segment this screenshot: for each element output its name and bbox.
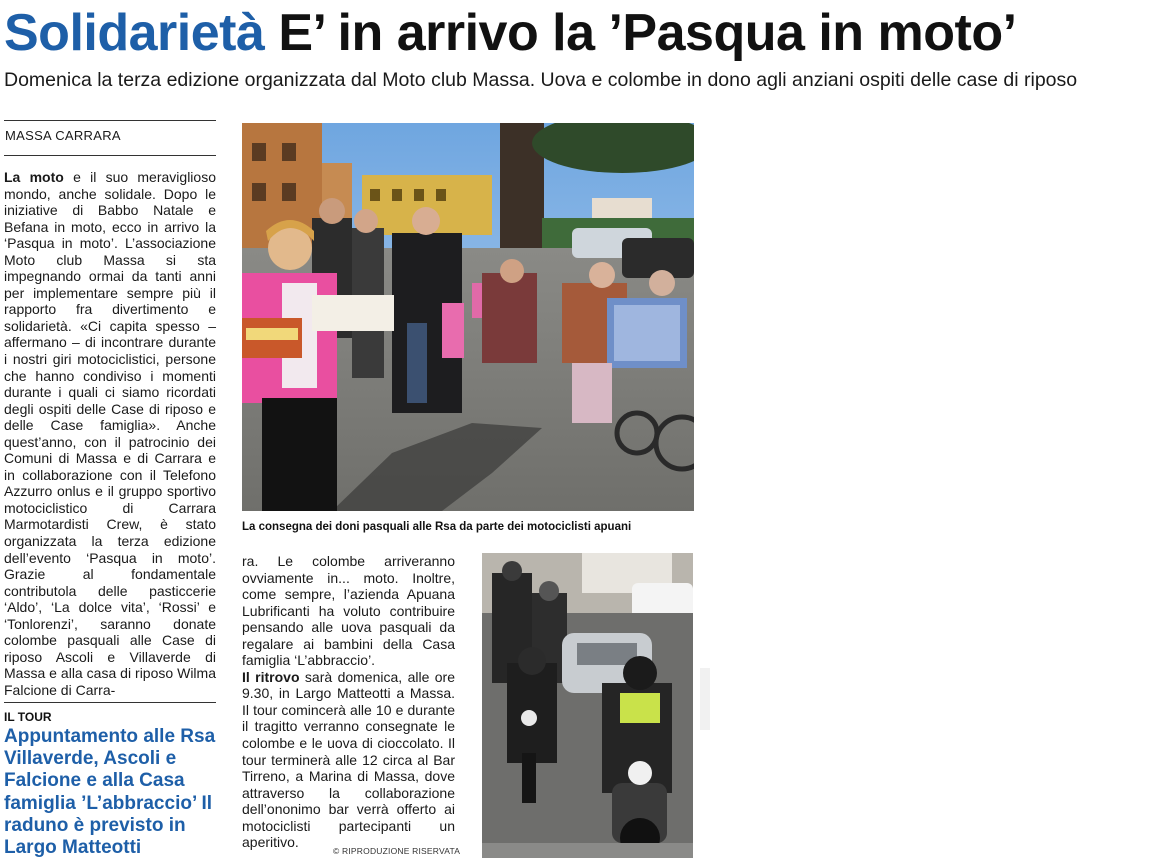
top-photo <box>242 123 694 511</box>
column-2-text-b: sarà domenica, alle ore 9.30, in Largo Matteotti a Massa. Il tour comincerà alle 10 e durante il tragitto verranno consegnate le colombe e le uova di cioccolato. Il tour terminerà alle 12 circa al Bar Tirreno, a Marina di Massa, dove attraverso la collaborazione dell’ononimo bar verrà offerto ai motociclisti partecipanti un aperitivo. <box>242 668 455 851</box>
tour-rule <box>4 702 216 703</box>
photo-elderly-gifts <box>242 123 694 511</box>
headline-title: E’ in arrivo la ’Pasqua in moto’ <box>278 4 1017 62</box>
tour-label: IL TOUR <box>4 710 52 724</box>
column-1-text: e il suo meraviglioso mondo, anche solidale. Dopo le iniziative di Babbo Natale e Befana in moto, ecco in arrivo la ‘Pasqua in moto’. L’associazione Moto club Massa si sta impegnando ormai da tanti anni per implementare sempre più il rapporto fra divertimento e solidarietà. «Ci capita spesso – affermano – di incontrare durante i nostri giri motociclistici, persone che hanno condiviso i momenti durante i quali ci siamo ricordati degli ospiti delle Case di riposo e delle Case famiglia». Anche quest’anno, con il patrocinio dei Comuni di Massa e di Carrara e in collaborazione con il Telefono Azzurro onlus e il gruppo sportivo motociclistico di Carrara Marmotardisti Crew, è stato organizzata la terza edizione dell’evento ‘Pasqua in moto’. Grazie al fondamentale contributola delle pasticcerie ‘Aldo’, ‘La dolce vita’, ‘Rossi’ e ‘Tonlorenzi’, saranno donate colombe pasquali alle Case di riposo Ascoli e Villaverde di Massa e alla casa di riposo Wilma Falcione di Carra- <box>4 169 216 698</box>
headline <box>4 0 1174 66</box>
bottom-photo <box>482 553 693 858</box>
photo-motorcycle-parade <box>482 553 693 858</box>
article-column-2 <box>242 553 455 851</box>
location-label: MASSA CARRARA <box>5 128 121 143</box>
article-column-1 <box>4 169 216 698</box>
lead-bold: La moto <box>4 169 64 185</box>
edge-fragment <box>700 668 710 730</box>
column-2-text-a: ra. Le colombe arriveranno ovviamente in... moto. Inoltre, come sempre, l’azienda Apuana Lubrificanti ha voluto contribuire pensando alle uova pasquali da regalare ai bambini della Casa famiglia ‘L’abbraccio’. <box>242 553 455 669</box>
subtitle: Domenica la terza edizione organizzata dal Moto club Massa. Uova e colombe in dono agli anziani ospiti delle case di riposo <box>4 69 1078 91</box>
tour-highlight: Appuntamento alle Rsa Villaverde, Ascoli e Falcione e alla Casa famiglia ’L’abbraccio’ Il raduno è previsto in Largo Matteotti <box>4 726 216 859</box>
top-rule <box>4 120 216 121</box>
copyright-note: © RIPRODUZIONE RISERVATA <box>333 846 461 856</box>
headline-kicker: Solidarietà <box>4 4 265 62</box>
ritrovo-bold: Il ritrovo <box>242 668 300 685</box>
location-rule <box>4 155 216 156</box>
photo-caption: La consegna dei doni pasquali alle Rsa da parte dei motociclisti apuani <box>242 521 632 533</box>
